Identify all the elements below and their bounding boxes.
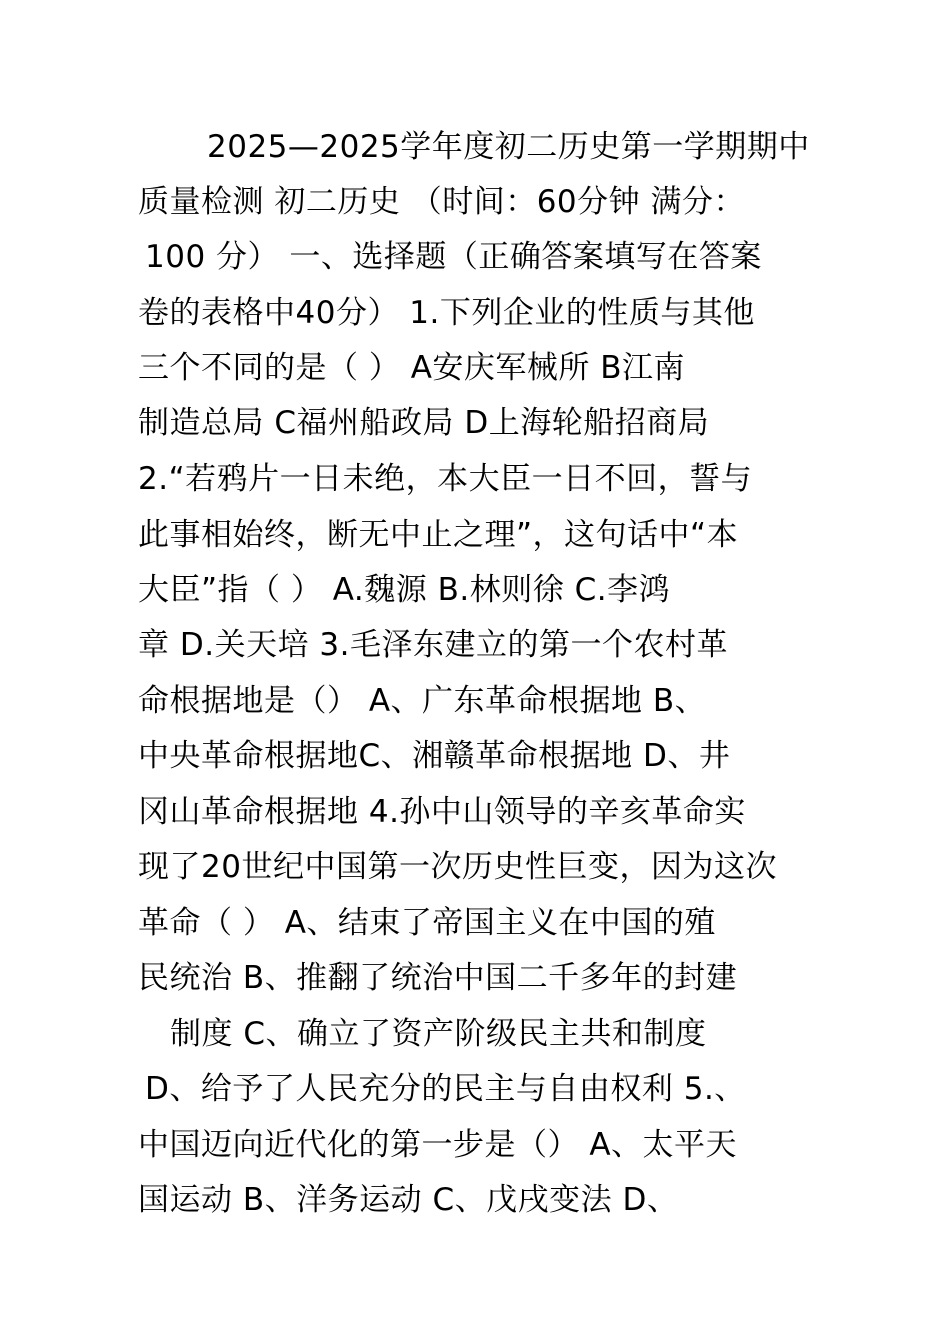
text-line-14: 现了20世纪中国第一次历史性巨变，因为这次 (138, 849, 777, 885)
text-line-13: 冈山革命根据地 4.孙中山领导的辛亥革命实 (138, 794, 746, 830)
text-line-16: 民统治 B、推翻了统治中国二千多年的封建 (138, 960, 738, 996)
text-line-6: 制造总局 C福州船政局 D上海轮船招商局 (138, 405, 710, 441)
text-line-2: 质量检测 初二历史 （时间：60分钟 满分： (138, 184, 746, 220)
text-line-19: 中国迈向近代化的第一步是（） A、太平天 (138, 1127, 738, 1163)
text-line-15: 革命（ ） A、结束了帝国主义在中国的殖 (138, 905, 716, 941)
text-line-17: 制度 C、确立了资产阶级民主共和制度 (170, 1016, 707, 1052)
text-line-8: 此事相始终，断无中止之理”，这句话中“本 (138, 517, 739, 553)
text-line-18: D、给予了人民充分的民主与自由权利 5.、 (145, 1071, 746, 1107)
text-line-9: 大臣”指（ ） A.魏源 B.林则徐 C.李鸿 (138, 572, 671, 608)
text-line-11: 命根据地是（） A、广东革命根据地 B、 (138, 683, 707, 719)
text-line-20: 国运动 B、洋务运动 C、戊戌变法 D、 (138, 1182, 679, 1218)
text-line-1: 2025—2025学年度初二历史第一学期期中 (207, 129, 810, 165)
text-line-10: 章 D.关天培 3.毛泽东建立的第一个农村革 (138, 627, 729, 663)
text-line-5: 三个不同的是（ ） A安庆军械所 B江南 (138, 350, 686, 386)
text-line-3: 100 分） 一、选择题（正确答案填写在答案 (145, 239, 762, 275)
text-line-12: 中央革命根据地C、湘赣革命根据地 D、井 (138, 738, 731, 774)
text-line-7: 2.“若鸦片一日未绝，本大臣一日不回，誓与 (138, 461, 753, 497)
text-line-4: 卷的表格中40分） 1.下列企业的性质与其他 (138, 295, 755, 331)
